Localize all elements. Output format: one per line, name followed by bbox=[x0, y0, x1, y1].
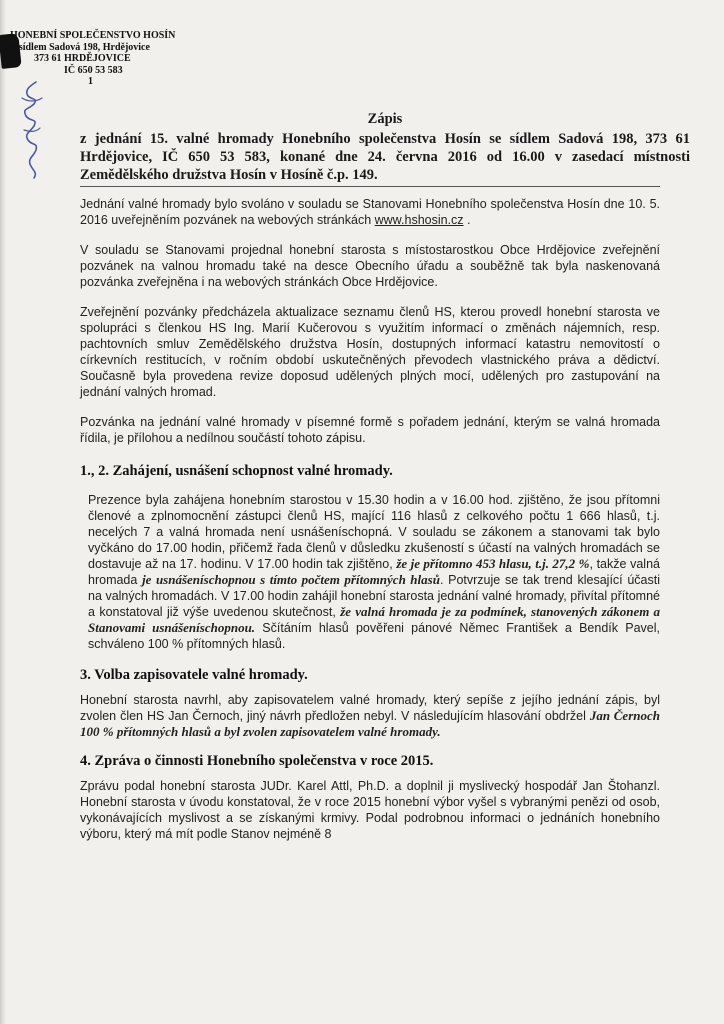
intro-paragraph-3: Zveřejnění pozvánky předcházela aktualizace seznamu členů HS, kterou provedl honební starosta ve spolupráci s členkou HS Ing. Marií Kučerovou s využitím informací o změnách nájemních, resp. pachtovních smluv Zemědělského družstva Hosín, dostupných informací katastru nemovitostí o církevních restitucích, v ročním období uskutečněných převodech vlastnického práva a dědictví. Současně byla provedena revize doposud udělených plných mocí, udělených pro zastupování na jednání valných hromad. bbox=[80, 305, 660, 399]
s1-text-1: Prezence byla zahájena honebním starostou v 15.30 hodin a v 16.00 hod. zjištěno, že jsou přítomni členové a zplnomocnění zástupci členů HS, mající 116 hlasů z celkového počtu 1 666 hlasů, t.j. necelých 7 a valná hromada není usnášeníschopná. V souladu se zákonem a stanovami tak bylo vyčkáno do 17.00 hodin, přičemž řada členů v důsledku zkušeností s účastí na valných hromadách se dostavuje až na 17. hodinu. V 17.00 hodin tak zjištěno, bbox=[88, 493, 660, 571]
document-subtitle: z jednání 15. valné hromady Honebního společenstva Hosín se sídlem Sadová 198, 373 61 Hrdějovice, IČ 650 53 583, konané dne 24. června 2016 od 16.00 v zasedací místnosti Zemědělského družstva Hosín v Hosíně č.p. 149. bbox=[80, 131, 690, 183]
intro-paragraph-1 bbox=[80, 196, 660, 228]
intro-p1-end: . bbox=[463, 213, 471, 227]
section-4-text: Zprávu podal honební starosta JUDr. Karel Attl, Ph.D. a doplnil ji myslivecký hospodář Jan Štohanzl. Honební starosta v úvodu konstatoval, že v roce 2015 honební výbor vyšel s vybranými penězi od osob, vykonávajících myslivost a se získanými krmivy. Podal podrobnou informaci o jednáních honebního výboru, který má mít podle Stanov nejméně 8 bbox=[80, 779, 660, 841]
scan-edge-shadow bbox=[0, 0, 6, 1024]
s1-emphasis-1: že je přítomno 453 hlasu, t.j. 27,2 % bbox=[396, 556, 590, 571]
s1-text-3: . Potvrzuje se tak trend klesající účasti na valných hromadách. V 17.00 hodin zahájil honební starosta jednání valné hromady, přivítal přítomné a konstatoval již výše uvedenou skutečnost, bbox=[88, 573, 661, 619]
stamp-line-5: 1 bbox=[88, 76, 93, 87]
minutes-body bbox=[80, 196, 660, 842]
section-1-heading: 1., 2. Zahájení, usnášení schopnost valné hromady. bbox=[80, 463, 393, 479]
handwritten-signature-icon bbox=[14, 78, 48, 183]
header-divider bbox=[80, 186, 660, 187]
stamp-line-4: IČ 650 53 583 bbox=[64, 64, 123, 76]
s1-text-2: , takže valná hromada bbox=[88, 557, 660, 587]
section-4-heading: 4. Zpráva o činnosti Honebního společenstva v roce 2015. bbox=[80, 753, 434, 769]
intro-p1-text: Jednání valné hromady bylo svoláno v souladu se Stanovami Honebního společenstva Hosín dne 10. 5. 2016 uveřejněním pozvánek na webových stránkách bbox=[80, 197, 660, 227]
s1-emphasis-2: je usnášeníschopnou s tímto počtem přítomných hlasů bbox=[142, 572, 440, 587]
stamp-line-3: 373 61 HRDĚJOVICE bbox=[34, 53, 131, 64]
intro-paragraph-2: V souladu se Stanovami projednal honební starosta s místostarostkou Obce Hrdějovice zveřejnění pozvánek na valnou hromadu také na desce Obecního úřadu a souběžně tak byla naskenovaná pozvánka zveřejněna i na webových stránkách Obce Hrdějovice. bbox=[80, 243, 660, 289]
s3-text-1: Honební starosta navrhl, aby zapisovatelem valné hromady, který sepíše z jejího jednání zápis, byl zvolen člen HS Jan Černoch, jiný návrh předložen nebyl. V následujícím hlasování obdržel bbox=[80, 693, 660, 723]
s1-text-4: Sčítáním hlasů pověřeni pánové Němec František a Bendík Pavel, schváleno 100 % přítomných hlasů. bbox=[88, 621, 660, 651]
minutes-header bbox=[80, 110, 690, 184]
website-link[interactable]: www.hshosin.cz bbox=[374, 213, 464, 227]
intro-paragraph-4: Pozvánka na jednání valné hromady v písemné formě s pořadem jednání, kterým se valná hromada řídila, je přílohou a nedílnou součástí tohoto zápisu. bbox=[80, 415, 660, 445]
section-3-text bbox=[80, 692, 660, 740]
s1-emphasis-3: že valná hromada je za podmínek, stanovených zákonem a Stanovami usnášeníschopnou. bbox=[88, 604, 661, 635]
s3-emphasis-1: Jan Černoch 100 % přítomných hlasů a byl zvolen zapisovatelem valné hromady. bbox=[80, 708, 660, 739]
section-1-text bbox=[80, 492, 660, 652]
section-3-heading: 3. Volba zapisovatele valné hromady. bbox=[80, 667, 308, 683]
stamp-line-1: HONEBNÍ SPOLEČENSTVO HOSÍN bbox=[10, 30, 176, 41]
stamp-line-2: se sídlem Sadová 198, Hrdějovice bbox=[8, 41, 150, 53]
document-title: Zápis bbox=[367, 111, 403, 127]
